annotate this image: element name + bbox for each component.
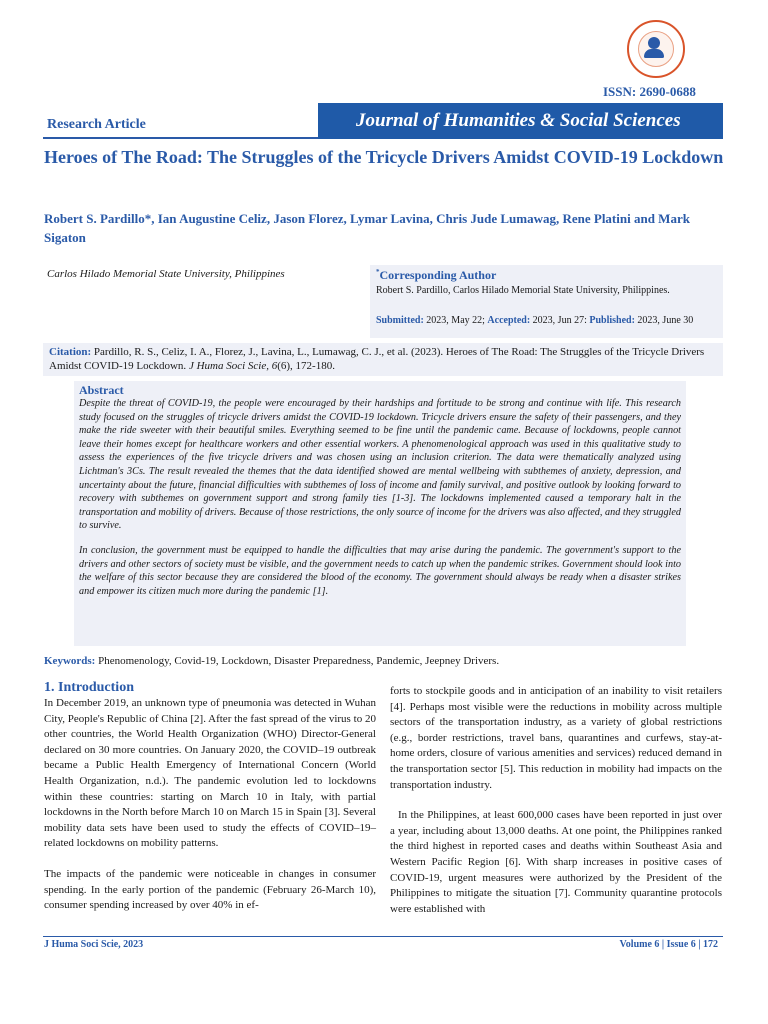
intro-paragraph: In the Philippines, at least 600,000 cases have been reported in just over a year, including about 13,000 deaths. At one point, the Philippines ranked the third highest in reported cases and deaths within Southeast Asia and Western Pacific Region [6]. With sharp increases in positive cases of COVID-19, urgent measures were authorized by the President of the Philippines to mitigate the situation [7]. Community quarantine protocols were established with (390, 809, 722, 915)
journal-logo (627, 20, 685, 78)
abstract-box (74, 381, 686, 646)
corresponding-mark: * (376, 268, 380, 276)
intro-paragraph: The impacts of the pandemic were noticeable in changes in consumer spending. In the early portion of the pandemic (February 26-March 10), consumer spending increased by over 40% in ef- (44, 867, 376, 912)
footer-journal: J Huma Soci Scie, 2023 (44, 939, 144, 950)
submitted-date: 2023, May 22; (426, 315, 485, 326)
footer-page-info: Volume 6 | Issue 6 | 172 (619, 939, 718, 950)
journal-name: Journal of Humanities & Social Sciences (356, 110, 681, 131)
author-list (44, 209, 734, 247)
authors-text: Robert S. Pardillo*, Ian Augustine Celiz, Jason Florez, Lymar Lavina, Chris Jude Lumawag, Rene Platini and Mark Sigaton (44, 211, 690, 245)
issn-label: ISSN: 2690-0688 (603, 84, 696, 99)
abstract-conclusion: In conclusion, the government must be equipped to handle the difficulties that may arise during the pandemic. The government's support to the drivers and other sectors of society must be visible, and the government needs to catch up when the pandemic strikes. Government should look into the welfare of this sector because they are considered the blood of the economy. The government should always be ready when a disaster strikes and empower its citizen much more during the pandemic [1]. (79, 544, 681, 597)
body-column-right (390, 684, 722, 917)
published-label: Published: (589, 315, 635, 326)
citation-pages: (6), 172-180. (277, 360, 335, 372)
article-title: Heroes of The Road: The Struggles of the Tricycle Drivers Amidst COVID-19 Lockdown (44, 147, 724, 167)
corresponding-title: *Corresponding Author (376, 268, 497, 282)
abstract-paragraph: Despite the threat of COVID-19, the people were encouraged by their hardships and fortitude to be strong and continue with life. This research study focused on the struggles of tricycle drivers amidst the COVID-19 lockdown. Tricycle drivers ensure the safety of their passengers, and they make the ride sweeter with their beautiful smiles. Everything seemed to be fine until the pandemic came. Because of lockdowns, people cannot leave their homes except for healthcare workers and other essential workers. A phenomenological approach was used in this qualitative study to assess the experiences of the five tricycle drivers and was chosen using an inclusion criterion. The data were thematically analyzed using Lichtman's 3Cs. The result revealed the themes that the data identified showed are mental wellbeing with subthemes of anxiety, depression, and uncertainty about the future, financial difficulties with subthemes of loss of income and family survival, and positive outlook by looking forward to recovery with subthemes on government support and strong family ties [1-3]. The lockdowns implemented caused a temporary halt in the transportation and mobility of drivers. Because of those restrictions, the only source of income for the drivers was also affected, and they struggled to survive. (79, 398, 681, 532)
intro-paragraph: forts to stockpile goods and in anticipation of an inability to visit retailers [4]. Perhaps most visible were the reductions in mobility across multiple sectors of the transportation industry, as a variety of global restrictions (e.g., border restrictions, travel bans, quarantines and curfews, stay-at-home orders, closure of various amenities and services) reduced demand in the transportation sector [5]. This reduction in mobility had impacts on the transportation industry. (390, 685, 722, 791)
affiliation: Carlos Hilado Memorial State University, Philippines (47, 268, 285, 280)
keywords-text: Phenomenology, Covid-19, Lockdown, Disaster Preparedness, Pandemic, Jeepney Drivers. (98, 655, 500, 667)
keywords-label: Keywords: (44, 655, 96, 667)
journal-name-banner (318, 103, 723, 139)
citation-journal: J Huma Soci Scie, (188, 360, 269, 372)
keywords (44, 655, 499, 667)
corresponding-text: Robert S. Pardillo, Carlos Hilado Memorial State University, Philippines. (376, 285, 670, 296)
logo-person-body-icon (644, 49, 664, 58)
citation-text: Pardillo, R. S., Celiz, I. A., Florez, J., Lavina, L., Lumawag, C. J., et al. (2023). Heroes of The Road: The Struggles of the Tricycle Drivers Amidst COVID-19 Lockdown. (49, 346, 705, 372)
submitted-label: Submitted: (376, 315, 424, 326)
abstract-title: Abstract (79, 383, 124, 397)
body-column-left (44, 680, 376, 914)
footer-divider (43, 936, 723, 937)
published-date: 2023, June 30 (637, 315, 694, 326)
header-divider (43, 137, 325, 139)
logo-person-head-icon (648, 37, 660, 49)
corresponding-author-box (370, 265, 723, 338)
intro-paragraph: In December 2019, an unknown type of pneumonia was detected in Wuhan City, People's Republic of China [2]. After the fast spread of the virus to 20 other countries, the World Health Organization (WHO) Director-General declared on 30 more countries. On January 2020, the COVID–19 outbreak became a Public Health Emergency of International Concern (World Health Organization, n.d.). The pandemic evolution led to lockdowns within these countries: starting on March 10 in Italy, with partial lockdowns in the North before March 10 on March 15 in Spain [3]. Several mobility data sets have been used to study the effects of COVID–19–related lockdowns on mobility patterns. (44, 697, 376, 850)
section-heading-introduction: 1. Introduction (44, 680, 134, 695)
accepted-date: 2023, Jun 27: (532, 315, 587, 326)
citation-box (43, 343, 723, 376)
accepted-label: Accepted: (487, 315, 531, 326)
article-type: Research Article (47, 117, 146, 132)
citation-label: Citation: (49, 346, 92, 358)
publication-dates (376, 315, 693, 326)
citation-volume: 6 (271, 360, 278, 372)
